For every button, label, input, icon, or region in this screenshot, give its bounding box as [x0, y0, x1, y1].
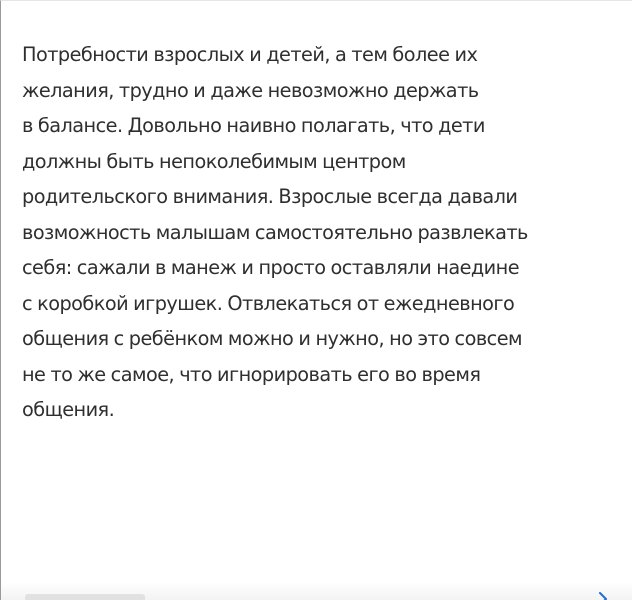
- article-line: желания, трудно и даже невозможно держать: [22, 78, 479, 102]
- article-line: в балансе. Довольно наивно полагать, что дети: [22, 114, 485, 137]
- chevron-right-icon[interactable]: [596, 592, 610, 600]
- article-line: общения.: [22, 398, 115, 421]
- article-line: возможность малышам самостоятельно развлекать: [22, 220, 528, 244]
- article-line: должны быть непоколебимым центром: [22, 149, 406, 173]
- next-content-peek: [25, 594, 145, 600]
- article-line: с коробкой игрушек. Отвлекаться от ежедневного: [22, 291, 515, 315]
- article-line: общения с ребёнком можно и нужно, но это совсем: [22, 327, 523, 350]
- article-line: не то же самое, что игнорировать его во время: [22, 362, 481, 386]
- article-text: [22, 37, 612, 428]
- article-line: родительского внимания. Взрослые всегда давали: [22, 185, 518, 208]
- article-line: Потребности взрослых и детей, а тем более их: [22, 43, 478, 66]
- article-line: себя: сажали в манеж и просто оставляли наедине: [22, 256, 520, 279]
